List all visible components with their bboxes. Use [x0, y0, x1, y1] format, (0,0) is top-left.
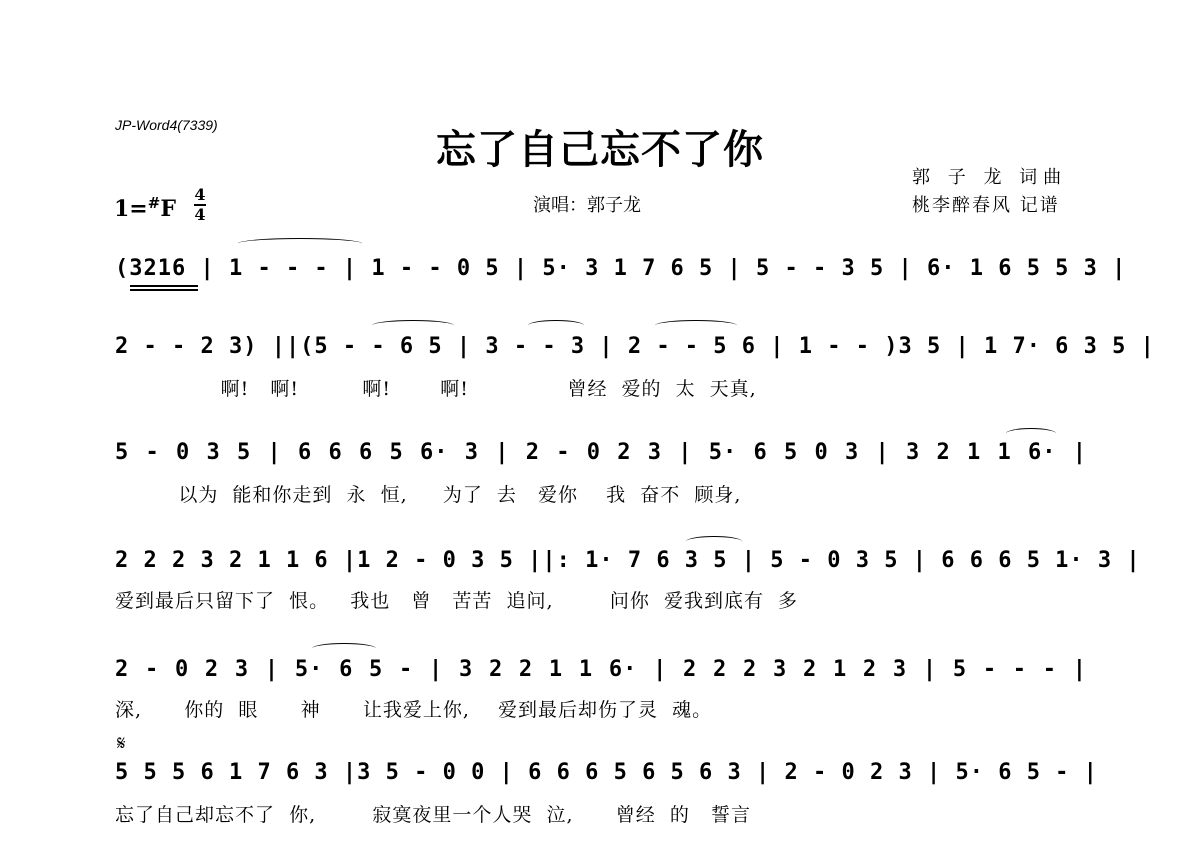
time-signature — [194, 187, 206, 223]
lyric-line-6: 忘了自己却忘不了 你, 寂寞夜里一个人哭 泣, 曾经 的 誓言 — [115, 804, 751, 826]
notation-line-6: 5 5 5 6 1 7 6 3 |3 5 - 0 0 | 6 6 6 5 6 5 6 3 | 2 - 0 2 3 | 5· 6 5 - | — [115, 760, 1098, 785]
notation-line-1: (3216 | 1 - - - | 1 - - 0 5 | 5· 3 1 7 6 5 | 5 - - 3 5 | 6· 1 6 5 5 3 | — [115, 256, 1127, 281]
source-label: JP-Word4(7339) — [115, 117, 218, 133]
key-signature — [114, 196, 176, 222]
notation-line-5: 2 - 0 2 3 | 5· 6 5 - | 3 2 2 1 1 6· | 2 2 2 3 2 1 2 3 | 5 - - - | — [115, 657, 1087, 682]
tie-arc — [686, 536, 742, 547]
notation-line-3: 5 - 0 3 5 | 6 6 6 5 6· 3 | 2 - 0 2 3 | 5· 6 5 0 3 | 3 2 1 1 6· | — [115, 440, 1087, 465]
lyric-line-2: 啊! 啊! 啊! 啊! 曾经 爱的 太 天真, — [115, 378, 757, 400]
tie-arc — [655, 320, 737, 331]
key-note: F — [160, 196, 176, 222]
singer-credit: 演唱：郭子龙 — [533, 195, 641, 216]
sharp-icon: # — [147, 194, 161, 212]
tie-arc — [312, 643, 376, 654]
tie-arc — [528, 320, 584, 331]
transcriber-credit: 桃李醉春风 记谱 — [912, 195, 1060, 216]
tie-arc — [1006, 428, 1056, 439]
notation-line-4: 2 2 2 3 2 1 1 6 |1 2 - 0 3 5 ||: 1· 7 6 3 5 | 5 - 0 3 5 | 6 6 6 5 1· 3 | — [115, 548, 1141, 573]
lyric-line-3: 以为 能和你走到 永 恒, 为了 去 爱你 我 奋不 顾身, — [115, 484, 742, 506]
time-top: 4 — [194, 185, 206, 204]
segno-icon: 𝄋 — [117, 731, 126, 755]
tie-arc — [372, 320, 454, 331]
beam-line — [130, 285, 198, 287]
time-bottom: 4 — [194, 205, 206, 224]
beam-line — [130, 289, 198, 291]
lyric-line-5: 深, 你的 眼 神 让我爱上你, 爱到最后却伤了灵 魂。 — [115, 699, 713, 721]
lyricist-composer-credit: 郭 子 龙 词曲 — [912, 167, 1068, 188]
key-prefix: 1= — [114, 196, 148, 222]
song-title: 忘了自己忘不了你 — [436, 126, 764, 173]
notation-line-2: 2 - - 2 3) ||(5 - - 6 5 | 3 - - 3 | 2 - - 5 6 | 1 - - )3 5 | 1 7· 6 3 5 | — [115, 334, 1155, 359]
tie-arc — [238, 238, 362, 249]
lyric-line-4: 爱到最后只留下了 恨。 我也 曾 苦苦 追问, 问你 爱我到底有 多 — [115, 590, 799, 612]
